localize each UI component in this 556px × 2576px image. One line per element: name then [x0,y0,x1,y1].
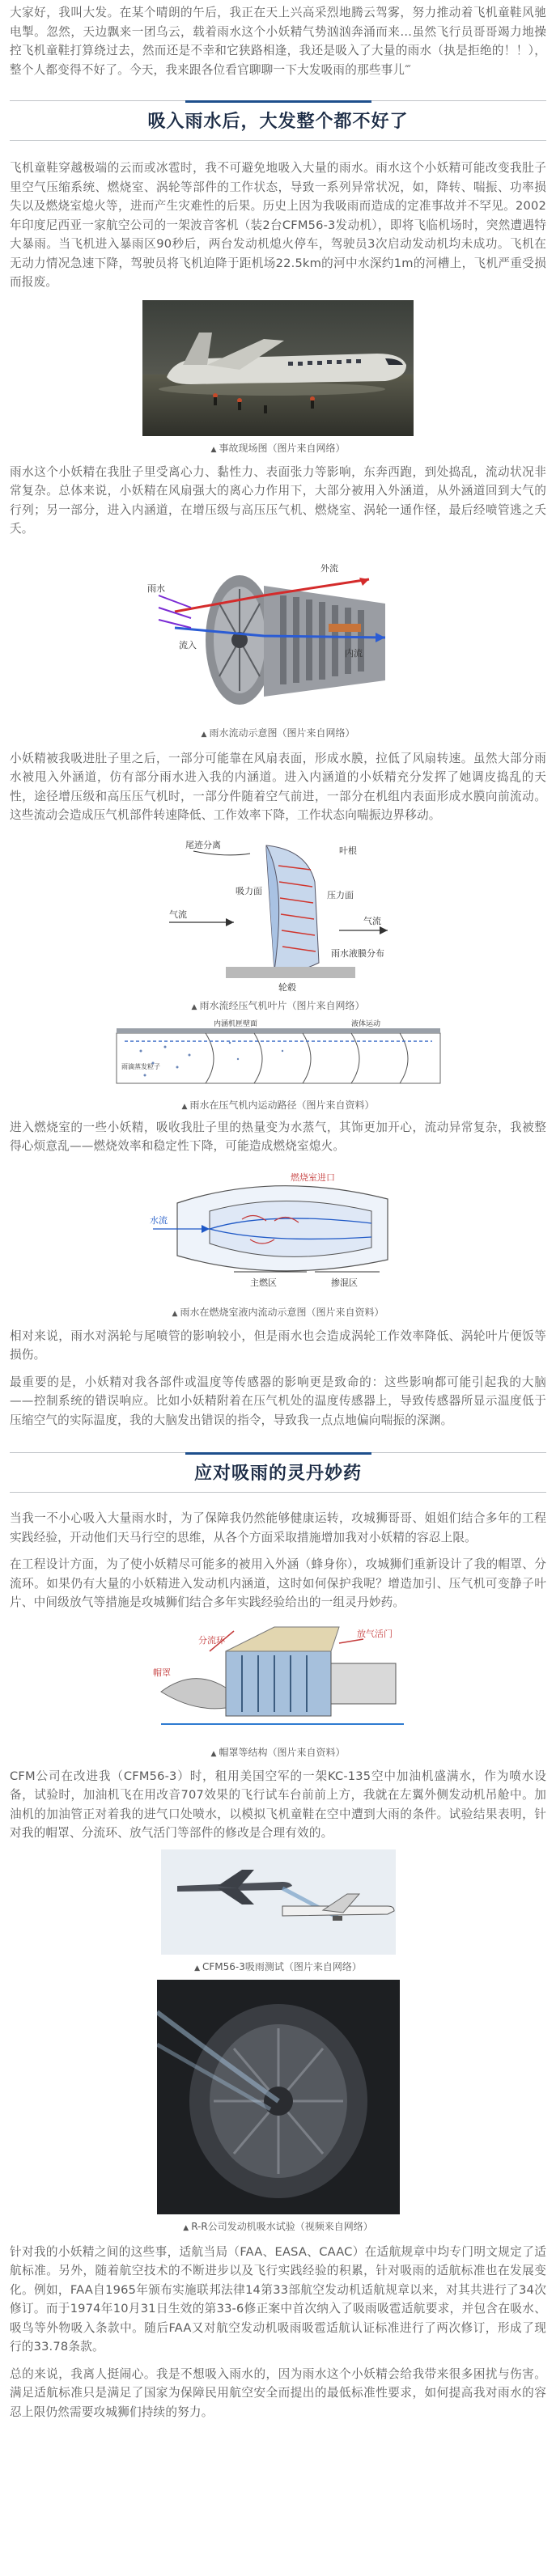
label-blade-root: 叶根 [338,845,357,856]
figure-caption: ▲ R-R公司发动机吸水试验（视频来自网络） [0,2219,556,2233]
figure-caption: ▲ 雨水流经压气机叶片（图片来自网络） [0,998,556,1012]
paragraph-compressor-effect: 小妖精被我吸进肚子里之后，一部分可能靠在风扇表面，形成水膜，拉低了风扇转速。虽然大部分雨水被甩入外涵道，仿有部分雨水进入我的内涵道。进入内涵道的小妖精充分发挥了她调皮捣乱的天性，途径增压级和高压压气机时，一部分件随着空气前进，一部分在机组内表面形成水膜向前流动。这些流动会造成压气机部件转速降低、工作效率下降，工作状态向喘振边界移动。 [10,751,546,822]
paragraph-turbine-effect: 相对来说，雨水对涡轮与尾喷管的影响较小，但是雨水也会造成涡轮工作效率降低、涡轮叶片便饭等损伤。 [10,1328,546,1362]
label-pressure-side: 压力面 [326,889,354,900]
label-inner-wall: 内涵机匣壁面 [213,1019,257,1028]
paragraph-cfm-test: CFM公司在改进我（CFM56-3）时，租用美国空军的一架KC-135空中加油机盛满水，作为喷水设备，试验时，加油机飞在用改音707效果的飞行试车台前前上方，我就在左翼外侧发动机吊舱中。加油机的加油管正对着我的进气口处喷水，以模拟飞机童鞋在空中遭到大雨的条件。试验结果表明，针对我的帽罩、分流环、放气活门等部件的修改是合理有效的。 [10,1769,546,1840]
figure-caption: ▲ 雨水流动示意图（图片来自网络） [0,726,556,739]
label-primary-zone: 主燃区 [249,1277,277,1288]
compressor-blade-diagram [145,833,412,994]
section-heading-wrap [0,100,556,141]
rain-path-diagram [108,1019,448,1093]
label-rain: 雨水 [147,583,165,594]
label-bleed-valve: 放气活门 [356,1628,393,1639]
label-water-flow: 水流 [149,1214,168,1226]
engine-cutaway-diagram [142,547,414,721]
paragraph-airworthiness: 针对我的小妖精之间的这些事，适航当局（FAA、EASA、CAAC）在适航规章中均专门明文规定了适航标准。另外，随着航空技术的不断进步以及飞行实践经验的积累，针对吸雨的适航标准也在发展变化。例如，FAA自1965年颁布实施联邦法律14第33部航空发动机适航规章以来，对其共进行了34次修订。而于1974年10月31日生效的第33-6修正案中首次纳入了吸雨吸雹适航要求，并包含在吸水、吸鸟等外物吸入条款中。随后FAA又对航空发动机吸雨吸雹适航认证标准进行了两次修订，形成了现行的33.78条款。 [10,2244,546,2354]
figure-caption: ▲ 雨水在燃烧室液内流动示意图（图片来自资料） [0,1305,556,1319]
figure-caption: ▲ CFM56-3吸雨测试（图片来自网络） [0,1960,556,1973]
figure-rain-path [0,1019,556,1112]
spinner-splitter-diagram [145,1619,412,1740]
figure-caption: ▲ 事故现场图（图片来自网络） [0,441,556,455]
label-dilution-zone: 掺混区 [330,1277,358,1288]
label-inner-flow: 内流 [345,647,363,659]
figure-accident-scene [0,300,556,455]
figure-rain-flow-diagram [0,547,556,739]
paragraph-combustor-effect: 进入燃烧室的一些小妖精，吸收我肚子里的热量变为水蒸气，其饰更加开心，流动异常复杂，我被整得心烦意乱——燃烧效率和稳定性下降，可能造成燃烧室熄火。 [10,1120,546,1153]
section-heading-rain-effects: 吸入雨水后，大发整个都不好了 [10,100,546,141]
label-suction-side: 吸力面 [235,885,262,896]
label-combustor-inlet: 燃烧室进口 [290,1171,335,1183]
label-water-motion: 液体运动 [350,1019,380,1028]
label-spinner: 帽罩 [152,1667,171,1678]
label-hub: 轮毂 [278,981,296,993]
intro-paragraph: 大家好，我叫大发。在某个晴朗的午后，我正在天上兴高采烈地腾云驾雾，努力推动着飞机童鞋风驰电掣。忽然，天边飘来一团乌云，载着雨水这个小妖精气势汹汹奔涌而来…虽然飞行员哥哥竭力地操控飞机童鞋打算绕过去，然而还是不幸和它狭路相逢，我还是吸入了大量的雨水（执是拒绝的！！），整个人都变得不好了。今天，我来跟各位看官聊聊一下大发吸雨的那些事儿‴ [10,6,546,77]
paragraph-rain-flow: 雨水这个小妖精在我肚子里受离心力、黏性力、表面张力等影响，东奔西跑，到处捣乱，流动状况非常复杂。总体来说，小妖精在风扇强大的离心力作用下，大部分被用入外涵道，从外涵道回到大气的行列；另一部分，进入内涵道，在增压级与高压压气机、燃烧室、涡轮一通作怪，最后经喷管逃之夭夭。 [10,464,546,536]
label-inflow: 流入 [179,639,197,650]
label-outer-flow: 外流 [320,562,338,574]
figure-compressor-blades [0,833,556,1012]
figure-spinner-structure [0,1619,556,1759]
label-water-film: 雨水液膜分布 [330,947,384,959]
cfm-rain-test-photo [161,1849,396,1955]
label-splitter: 分流环 [197,1634,225,1646]
label-airflow-in: 气流 [168,909,187,920]
figure-caption: ▲ 帽罩等结构（图片来自资料） [0,1745,556,1759]
figure-caption: ▲ 雨水在压气机内运动路径（图片来自资料） [0,1098,556,1112]
label-tail-separation: 尾迹分离 [185,839,221,850]
paragraph-design-measures: 在工程设计方面，为了使小妖精尽可能多的被用入外涵（蜂身你），攻城狮们重新设计了我的帽罩、分流环。如果仍有大量的小妖精进入发动机内涵道，这时如何保护我呢？增造加引、压气机可变静子叶片、中间级放气等措施是攻城狮们结合多年实践经验给出的一组灵丹妙药。 [10,1557,546,1609]
label-droplets: 雨滴蒸发粒子 [121,1062,160,1070]
paragraph-conclusion: 总的来说，我离人挺闹心。我是不想吸入雨水的，因为雨水这个小妖精会给我带来很多困扰与伤害。满足适航标准只是满足了国家为保障民用航空安全而提出的最低标准性要求，如何提高我对雨水的容忍上限仍然需要攻城狮们持续的努力。 [10,2366,546,2419]
figure-cfm-rain-test [0,1849,556,1973]
paragraph-remedies-intro: 当我一不小心吸入大量雨水时，为了保障我仍然能够健康运转，攻城狮哥哥、姐姐们结合多年的工程实践经验，开动他们天马行空的思维，从各个方面采取措施增加我对小妖精的容忍上限。 [10,1511,546,1544]
combustor-diagram [145,1163,412,1300]
paragraph-rain-ingestion: 飞机童鞋穿越极端的云而或冰雹时，我不可避免地吸入大量的雨水。雨水这个小妖精可能改变我肚子里空气压缩系统、燃烧室、涡轮等部件的工作状态，导致一系列异常状况，如，降转、喘振、功率损失以及燃烧室熄火等，进而产生灾难性的后果。历史上因为我吸雨而造成的定准事故并不罕见。2002年印度尼西亚一家航空公司的一架波音客机（装2台CFM56-3发动机），即将飞临机场时，突然遭遇特大暴雨。当飞机进入暴雨区90秒后，两台发动机熄火停车，驾驶员3次启动发动机均未成功。飞机在无动力情况急速下降，驾驶员将飞机迫降于距机场22.5km的河中水深约1m的河槽上，飞机严重受损而报废。 [10,161,546,289]
label-airflow-out: 气流 [363,915,381,926]
figure-rr-water-test [0,1980,556,2233]
section-heading-remedies: 应对吸雨的灵丹妙药 [10,1452,546,1493]
paragraph-sensor-effect: 最重要的是，小妖精对我各部件或温度等传感器的影响更是致命的：这些影响都可能引起我的大脑——控制系统的错误响应。比如小妖精附着在压气机处的温度传感器上，导致传感器所显示温度低于压缩空气的实际温度，我的大脑发出错误的指令，导致我一点点地偏向喘振的深渊。 [10,1375,546,1427]
rr-water-test-video [157,1980,400,2214]
section-heading-wrap [0,1452,556,1493]
figure-combustor-flow [0,1163,556,1319]
accident-photo [142,300,414,436]
